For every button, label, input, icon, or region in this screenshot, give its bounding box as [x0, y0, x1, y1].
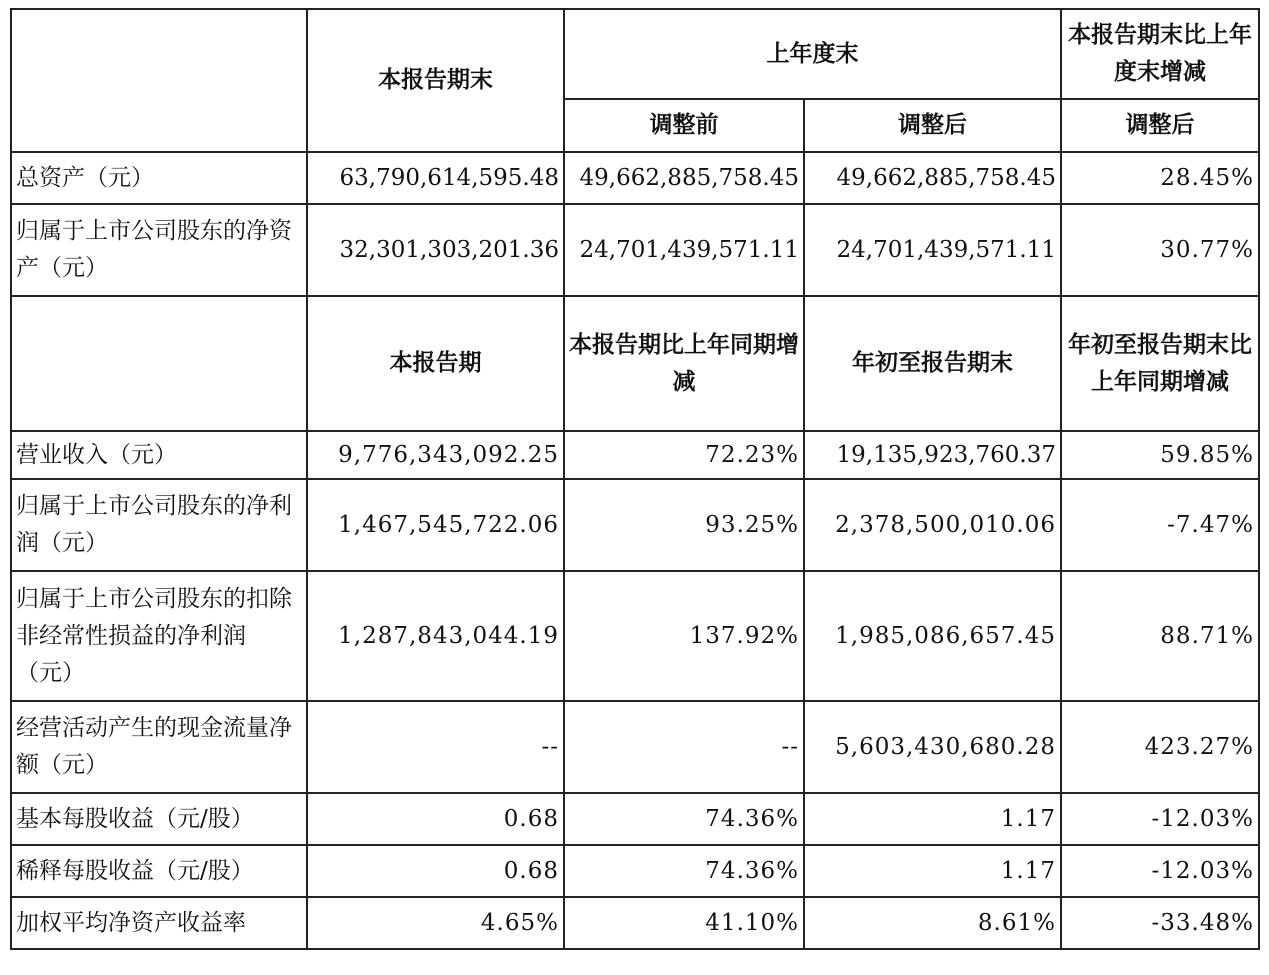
- cell-ytd: 5,603,430,680.28: [804, 701, 1061, 793]
- cell-ytd-yoy: 423.27%: [1061, 701, 1259, 793]
- cell-ytd-yoy: -12.03%: [1061, 845, 1259, 897]
- table-row: [11, 431, 1259, 479]
- cell-change: 30.77%: [1061, 204, 1259, 296]
- header-blank-cell: [11, 296, 307, 431]
- row-label: 基本每股收益（元/股）: [11, 793, 307, 845]
- header-row-2: [11, 296, 1259, 431]
- table-row: [11, 701, 1259, 793]
- cell-before-adjustment: 49,662,885,758.45: [564, 152, 804, 204]
- cell-current: 0.68: [307, 793, 564, 845]
- header-after-adjustment-change: 调整后: [1061, 99, 1259, 152]
- cell-current: 0.68: [307, 845, 564, 897]
- cell-ytd-yoy: 88.71%: [1061, 571, 1259, 701]
- cell-ytd-yoy: -7.47%: [1061, 479, 1259, 571]
- cell-yoy: 137.92%: [564, 571, 804, 701]
- header-change-vs-prior-year-end: 本报告期末比上年度末增减: [1061, 9, 1259, 99]
- header-current-period-end: 本报告期末: [307, 9, 564, 152]
- cell-ytd: 1,985,086,657.45: [804, 571, 1061, 701]
- row-label: 营业收入（元）: [11, 431, 307, 479]
- cell-yoy: 41.10%: [564, 897, 804, 949]
- cell-ytd: 1.17: [804, 845, 1061, 897]
- table-row: [11, 479, 1259, 571]
- cell-ytd: 1.17: [804, 793, 1061, 845]
- row-label: 经营活动产生的现金流量净额（元）: [11, 701, 307, 793]
- table-row: [11, 897, 1259, 949]
- financial-summary-table: [10, 8, 1260, 950]
- cell-yoy: 93.25%: [564, 479, 804, 571]
- table-row: [11, 845, 1259, 897]
- cell-yoy: 74.36%: [564, 845, 804, 897]
- header-ytd: 年初至报告期末: [804, 296, 1061, 431]
- cell-change: 28.45%: [1061, 152, 1259, 204]
- cell-after-adjustment: 24,701,439,571.11: [804, 204, 1061, 296]
- table-row: [11, 571, 1259, 701]
- cell-ytd-yoy: 59.85%: [1061, 431, 1259, 479]
- header-row-1: [11, 9, 1259, 99]
- cell-ytd-yoy: -12.03%: [1061, 793, 1259, 845]
- header-after-adjustment: 调整后: [804, 99, 1061, 152]
- header-blank-cell: [11, 9, 307, 152]
- header-before-adjustment: 调整前: [564, 99, 804, 152]
- row-label: 归属于上市公司股东的扣除非经常性损益的净利润（元）: [11, 571, 307, 701]
- cell-ytd-yoy: -33.48%: [1061, 897, 1259, 949]
- cell-before-adjustment: 24,701,439,571.11: [564, 204, 804, 296]
- cell-current: 1,287,843,044.19: [307, 571, 564, 701]
- cell-ytd: 8.61%: [804, 897, 1061, 949]
- cell-yoy: 74.36%: [564, 793, 804, 845]
- row-label: 归属于上市公司股东的净利润（元）: [11, 479, 307, 571]
- cell-ytd: 19,135,923,760.37: [804, 431, 1061, 479]
- cell-yoy: 72.23%: [564, 431, 804, 479]
- header-current-period: 本报告期: [307, 296, 564, 431]
- header-ytd-yoy-change: 年初至报告期末比上年同期增减: [1061, 296, 1259, 431]
- cell-ytd: 2,378,500,010.06: [804, 479, 1061, 571]
- header-prior-year-end: 上年度末: [564, 9, 1061, 99]
- cell-current: 4.65%: [307, 897, 564, 949]
- table-row: [11, 152, 1259, 204]
- row-label: 归属于上市公司股东的净资产（元）: [11, 204, 307, 296]
- cell-after-adjustment: 49,662,885,758.45: [804, 152, 1061, 204]
- header-yoy-change: 本报告期比上年同期增减: [564, 296, 804, 431]
- table-row: [11, 204, 1259, 296]
- row-label: 稀释每股收益（元/股）: [11, 845, 307, 897]
- cell-current: --: [307, 701, 564, 793]
- row-label: 加权平均净资产收益率: [11, 897, 307, 949]
- row-label: 总资产（元）: [11, 152, 307, 204]
- cell-current: 1,467,545,722.06: [307, 479, 564, 571]
- cell-yoy: --: [564, 701, 804, 793]
- cell-current: 9,776,343,092.25: [307, 431, 564, 479]
- table-row: [11, 793, 1259, 845]
- cell-current: 32,301,303,201.36: [307, 204, 564, 296]
- cell-current: 63,790,614,595.48: [307, 152, 564, 204]
